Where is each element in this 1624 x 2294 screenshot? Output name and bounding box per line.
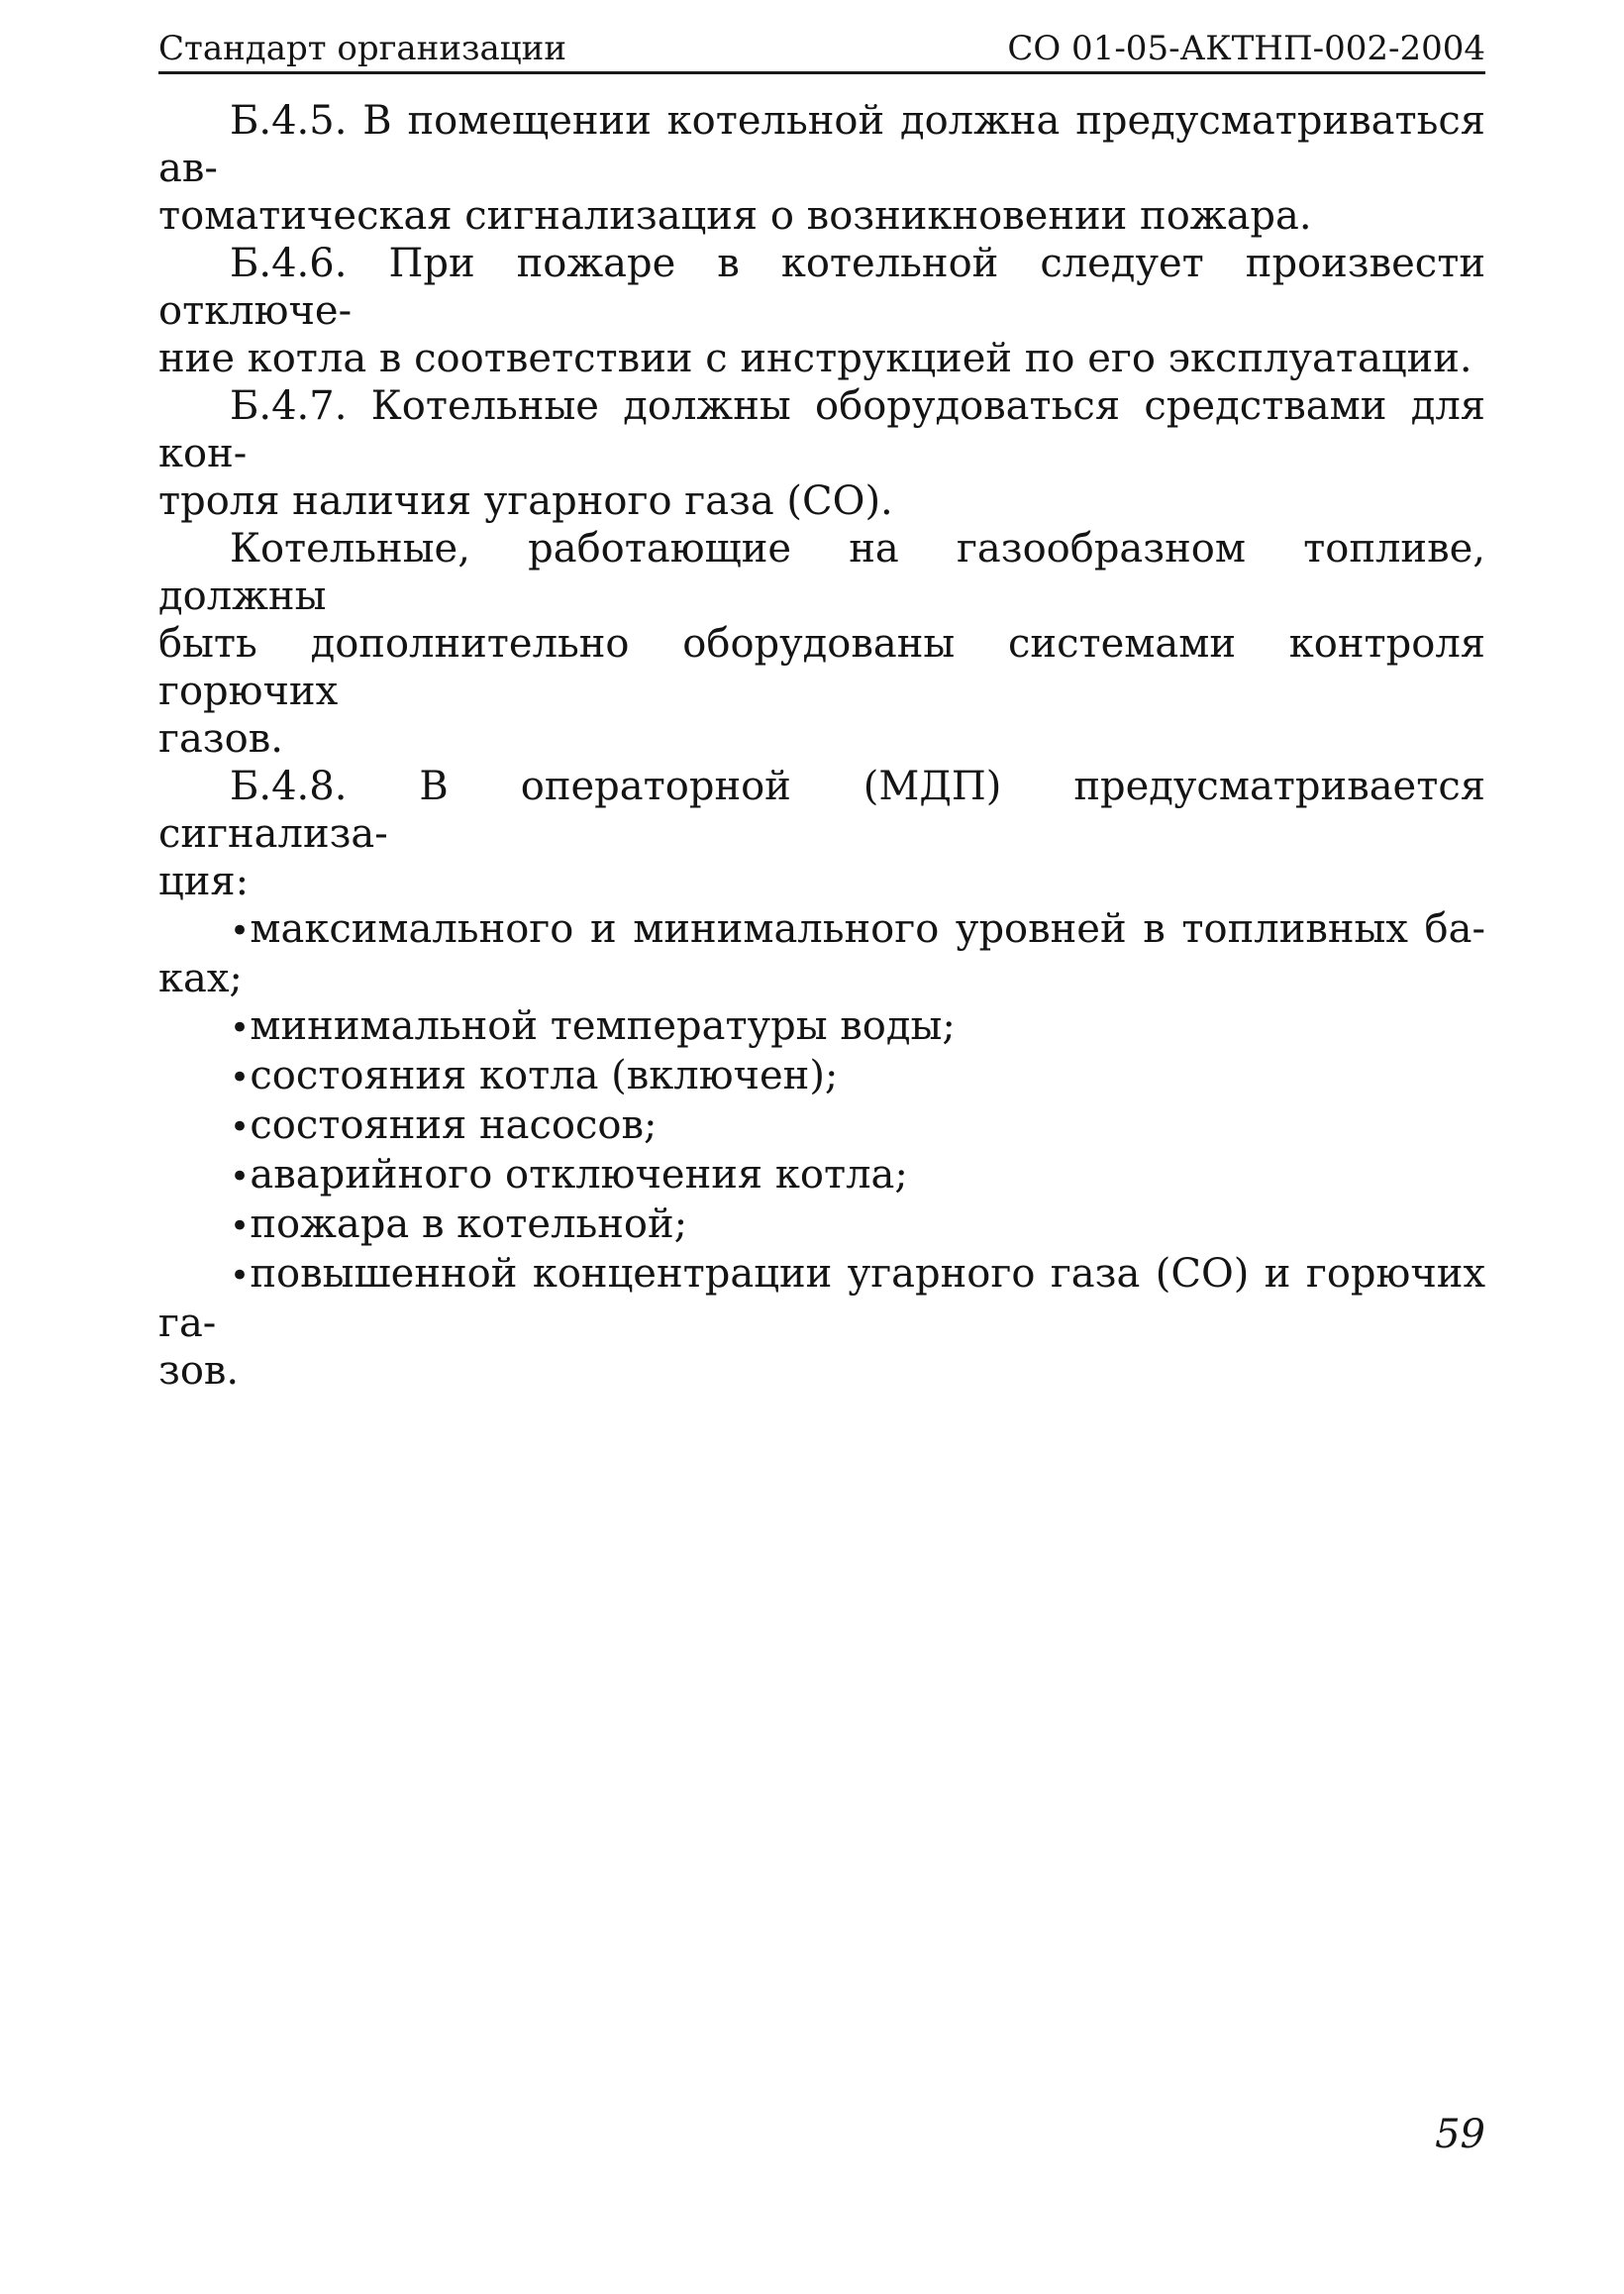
list-item-text: аварийного отключения котла;	[250, 1152, 908, 1198]
list-item-text: минимальной температуры воды;	[250, 1003, 956, 1049]
signalling-list	[158, 905, 1485, 1395]
paragraph-line: ние котла в соответствии с инструкцией по его эксплуатации.	[158, 336, 1472, 381]
paragraph-b-4-6	[158, 240, 1485, 382]
paragraph-line: троля наличия угарного газа (СО).	[158, 478, 893, 524]
list-item-line	[158, 905, 1485, 955]
paragraph-line: Б.4.8. В операторной (МДП) предусматривается сигнализа-	[158, 764, 1485, 857]
body-text	[158, 97, 1485, 1395]
header-document-code: СО 01-05-АКТНП-002-2004	[1007, 29, 1485, 68]
list-item-line	[158, 1052, 1485, 1101]
page-number: 59	[1435, 2112, 1485, 2157]
list-item-text: максимального и минимального уровней в топливных ба-	[250, 906, 1485, 952]
list-item	[158, 1002, 1485, 1052]
list-item-text: состояния котла (включен);	[250, 1053, 839, 1098]
list-item-line: зов.	[158, 1348, 240, 1394]
list-item-line: ках;	[158, 956, 243, 1001]
list-item	[158, 1052, 1485, 1101]
paragraph-line: томатическая сигнализация о возникновении пожара.	[158, 193, 1312, 239]
list-item	[158, 1151, 1485, 1200]
paragraph-b-4-8	[158, 763, 1485, 905]
list-item-line	[158, 1002, 1485, 1052]
list-item-line	[158, 1101, 1485, 1151]
bullet-icon: •	[230, 1058, 251, 1097]
paragraph-line: Котельные, работающие на газообразном топливе, должны	[158, 526, 1485, 619]
paragraph-line: Б.4.7. Котельные должны оборудоваться средствами для кон-	[158, 383, 1485, 476]
list-item-text: пожара в котельной;	[250, 1201, 688, 1247]
paragraph-line: газов.	[158, 716, 283, 762]
paragraph-line: быть дополнительно оборудованы системами контроля горючих	[158, 621, 1485, 714]
paragraph-b-4-7	[158, 382, 1485, 525]
list-item-line	[158, 1250, 1485, 1347]
list-item-text: повышенной концентрации угарного газа (СО) и горючих га-	[158, 1251, 1485, 1346]
bullet-icon: •	[230, 1157, 251, 1197]
list-item-line	[158, 1200, 1485, 1250]
paragraph-line: ция:	[158, 859, 250, 904]
list-item	[158, 1250, 1485, 1395]
bullet-icon: •	[230, 1256, 251, 1296]
list-item-text: состояния насосов;	[250, 1102, 658, 1148]
list-item	[158, 1200, 1485, 1250]
document-page	[158, 0, 1485, 2294]
list-item	[158, 1101, 1485, 1151]
paragraph-gas-boilers	[158, 525, 1485, 763]
header-org-title: Стандарт организации	[158, 29, 566, 68]
bullet-icon: •	[230, 1008, 251, 1048]
bullet-icon: •	[230, 911, 251, 951]
list-item	[158, 905, 1485, 1002]
paragraph-line: Б.4.5. В помещении котельной должна предусматриваться ав-	[158, 98, 1485, 191]
list-item-line	[158, 1151, 1485, 1200]
running-header	[158, 30, 1485, 74]
paragraph-b-4-5	[158, 97, 1485, 240]
paragraph-line: Б.4.6. При пожаре в котельной следует произвести отключе-	[158, 241, 1485, 334]
bullet-icon: •	[230, 1107, 251, 1147]
bullet-icon: •	[230, 1206, 251, 1246]
